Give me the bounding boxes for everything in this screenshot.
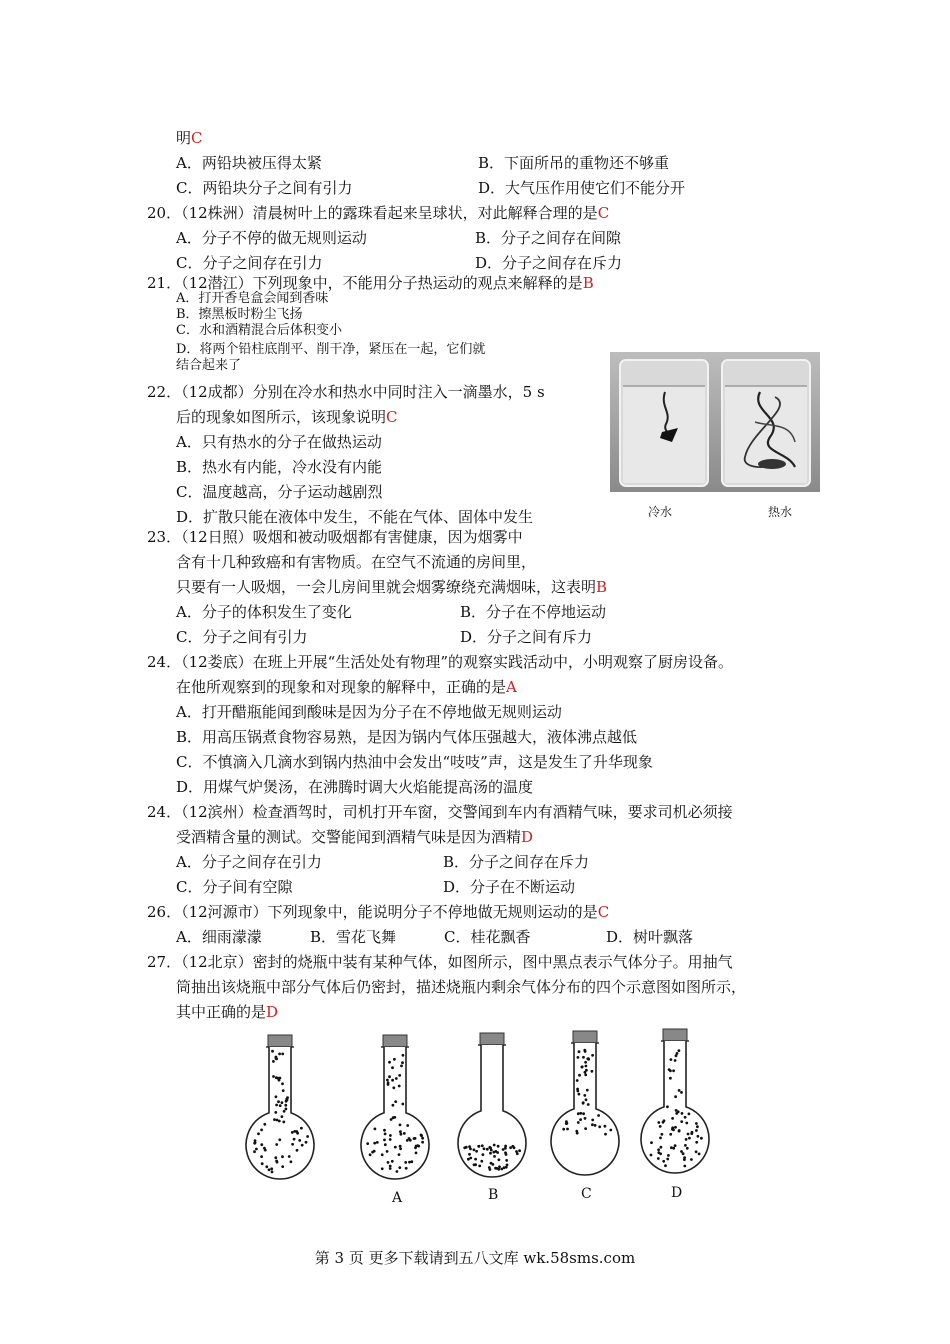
q23-option-a: A．分子的体积发生了变化	[176, 603, 352, 621]
q24a-option-a: A．打开醋瓶能闻到酸味是因为分子在不停地做无规则运动	[176, 703, 562, 721]
q27-stem-cont1: 筒抽出该烧瓶中部分气体后仍密封，描述烧瓶内剩余气体分布的四个示意图如图所示，	[176, 978, 747, 996]
flask-diagrams	[230, 1025, 730, 1215]
q27-stem: 27．（12北京）密封的烧瓶中装有某种气体，如图所示，图中黑点表示气体分子。用抽气	[147, 953, 733, 971]
q22-option-c: C．温度越高，分子运动越剧烈	[176, 483, 383, 501]
q22-option-b: B．热水有内能，冷水没有内能	[176, 458, 383, 476]
q22-option-a: A．只有热水的分子在做热运动	[176, 433, 382, 451]
flask-label-c: C	[581, 1186, 592, 1202]
q19-option-d: D．大气压作用使它们不能分开	[478, 179, 686, 197]
q21-stem: 21．（12潜江）下列现象中，不能用分子热运动的观点来解释的是B	[147, 274, 594, 292]
q27-answer: D	[266, 1003, 279, 1021]
q19-tail: 明C	[176, 129, 203, 147]
q20-option-c: C．分子之间存在引力	[176, 254, 323, 272]
q26-option-a: A．细雨濛濛	[176, 928, 262, 946]
q26-option-c: C．桂花飘香	[444, 928, 531, 946]
caption-hot: 热水	[768, 505, 793, 519]
q24b-option-b: B．分子之间存在斥力	[443, 853, 590, 871]
q23-option-b: B．分子在不停地运动	[460, 603, 607, 621]
caption-cold: 冷水	[648, 505, 673, 519]
q22-stem-cont: 后的现象如图所示，该现象说明C	[176, 408, 398, 426]
flask-original-stopper	[268, 1035, 292, 1047]
beaker-photo	[610, 352, 820, 492]
q23-stem: 23．（12日照）吸烟和被动吸烟都有害健康，因为烟雾中	[147, 528, 523, 546]
q24b-stem: 24．（12滨州）检查酒驾时，司机打开车窗，交警闻到车内有酒精气味，要求司机必须接	[147, 803, 733, 821]
flask-label-d: D	[671, 1185, 683, 1201]
q19-option-a: A．两铅块被压得太紧	[176, 154, 322, 172]
q20-option-d: D．分子之间存在斥力	[475, 254, 623, 272]
q19-answer: C	[191, 129, 203, 147]
flask-a-body	[361, 1047, 429, 1179]
q24a-stem-cont: 在他所观察到的现象和对现象的解释中，正确的是A	[176, 678, 517, 696]
q24b-option-d: D．分子在不断运动	[443, 878, 576, 896]
q22-option-d: D．扩散只能在液体中发生，不能在气体、固体中发生	[176, 508, 534, 526]
flask-label-b: B	[488, 1187, 499, 1203]
page-footer: 第 3 页 更多下载请到五八文库 wk.58sms.com	[314, 1249, 636, 1267]
flask-original-body	[246, 1047, 314, 1179]
q21-option-d-cont: 结合起来了	[176, 358, 242, 373]
flask-b-stopper	[480, 1033, 504, 1045]
q23-stem-cont1: 含有十几种致癌和有害物质。在空气不流通的房间里，	[176, 553, 537, 571]
q26-answer: C	[597, 903, 610, 921]
q24a-answer: A	[506, 678, 517, 696]
q23-answer: B	[596, 578, 608, 596]
q19-option-c: C．两铅块分子之间有引力	[176, 179, 353, 197]
q27-stem-cont2: 其中正确的是D	[176, 1003, 279, 1021]
q22-answer: C	[386, 408, 398, 426]
q24a-option-b: B．用高压锅煮食物容易熟，是因为锅内气体压强越大，液体沸点越低	[176, 728, 638, 746]
q24b-option-a: A．分子之间存在引力	[176, 853, 322, 871]
q24b-stem-cont: 受酒精含量的测试。交警能闻到酒精气味是因为酒精D	[176, 828, 534, 846]
flask-b-body	[458, 1045, 526, 1177]
q24b-answer: D	[521, 828, 534, 846]
q24a-stem: 24．（12娄底）在班上开展“生活处处有物理”的观察实践活动中，小明观察了厨房设备。	[147, 653, 734, 671]
q22-stem: 22．（12成都）分别在冷水和热水中同时注入一滴墨水，5 s	[147, 383, 545, 401]
flask-label-a: A	[392, 1190, 403, 1206]
q26-option-d: D．树叶飘落	[606, 928, 694, 946]
q21-answer: B	[582, 274, 594, 292]
flask-a-stopper	[383, 1035, 407, 1047]
q20-option-a: A．分子不停的做无规则运动	[176, 229, 367, 247]
q21-option-c: C．水和酒精混合后体积变小	[176, 323, 342, 338]
flask-c-stopper	[573, 1031, 597, 1043]
q21-option-a: A．打开香皂盒会闻到香味	[176, 291, 329, 306]
q24a-option-d: D．用煤气炉煲汤，在沸腾时调大火焰能提高汤的温度	[176, 778, 534, 796]
q21-option-b: B．擦黑板时粉尘飞扬	[176, 307, 303, 322]
q19-option-b: B．下面所吊的重物还不够重	[478, 154, 670, 172]
q24a-option-c: C．不慎滴入几滴水到锅内热油中会发出“吱吱”声，这是发生了升华现象	[176, 753, 653, 771]
q21-option-d: D．将两个铅柱底削平、削干净，紧压在一起，它们就	[176, 342, 486, 357]
q23-stem-cont2: 只要有一人吸烟，一会儿房间里就会烟雾缭绕充满烟味，这表明B	[176, 578, 608, 596]
q23-option-c: C．分子之间有引力	[176, 628, 308, 646]
flask-d-stopper	[663, 1029, 687, 1041]
q20-option-b: B．分子之间存在间隙	[475, 229, 622, 247]
q23-option-d: D．分子之间有斥力	[460, 628, 593, 646]
q26-option-b: B．雪花飞舞	[310, 928, 397, 946]
q20-stem: 20．（12株洲）清晨树叶上的露珠看起来呈球状，对此解释合理的是C	[147, 204, 610, 222]
q24b-option-c: C．分子间有空隙	[176, 878, 293, 896]
q26-stem: 26．（12河源市）下列现象中，能说明分子不停地做无规则运动的是C	[147, 903, 610, 921]
q20-answer: C	[597, 204, 610, 222]
